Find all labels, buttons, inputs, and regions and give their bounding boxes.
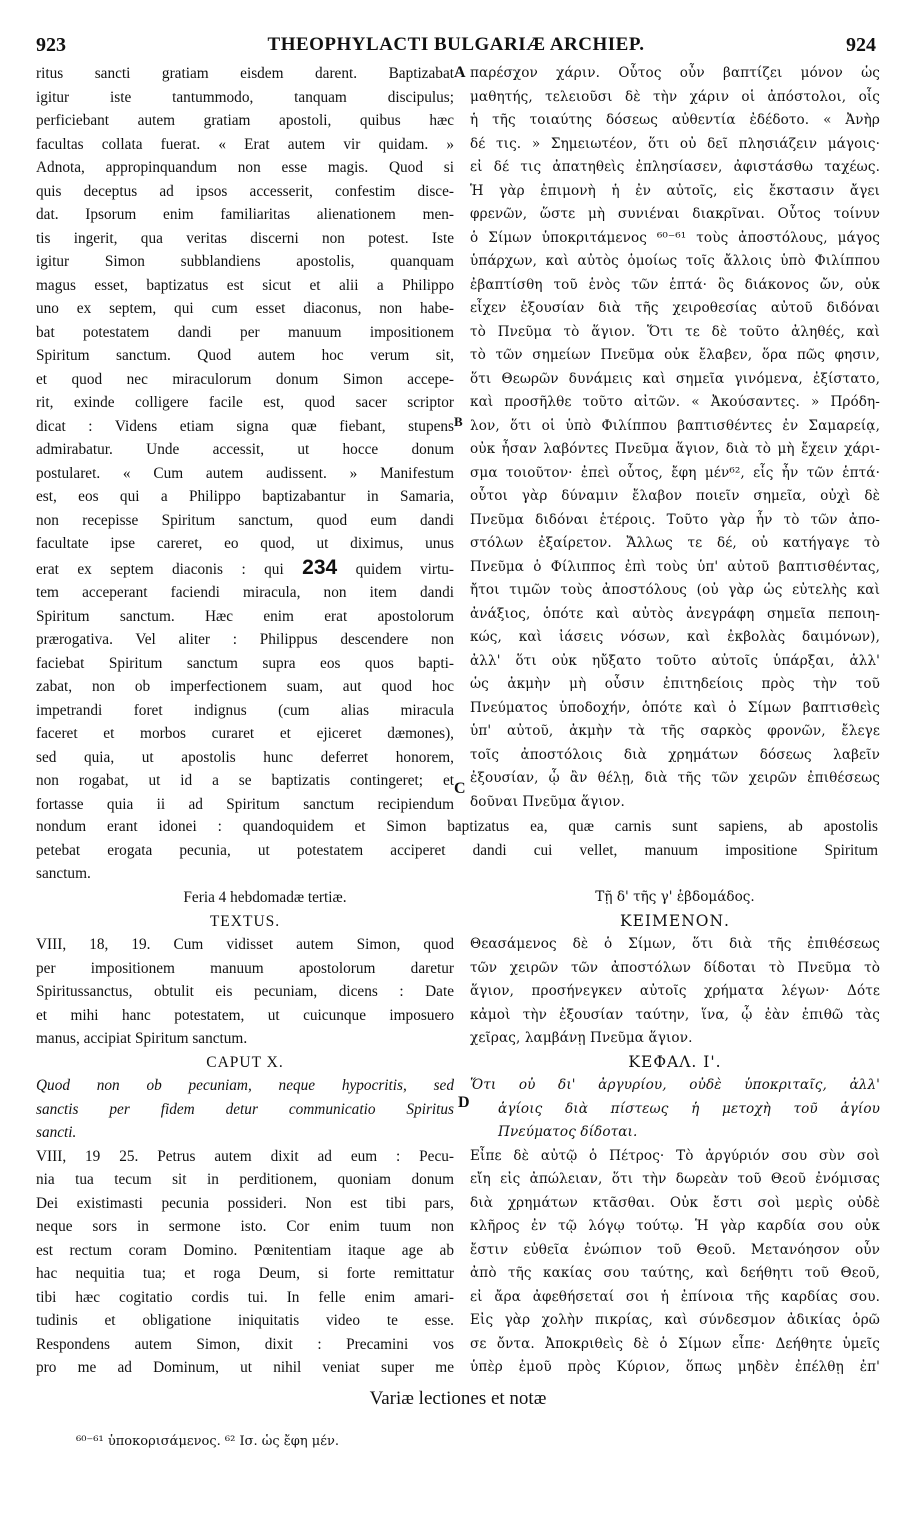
text-line: sed quia, ut apostolis hunc deferret honorem, <box>36 748 454 766</box>
text-line: Spiritum sanctum. Quod autem hoc verum sit, <box>36 347 454 364</box>
text-line: postularet. « Cum autem audissent. » Manifestum <box>36 464 454 482</box>
text-line: Dei existimasti pecunia possideri. Non est tibi pars, <box>36 1194 454 1212</box>
text-line: διὰ χρημάτων κτᾶσθαι. Οὐκ ἔστι σοὶ μερὶς οὐδὲ <box>470 1194 880 1211</box>
text-line-part: erat ex septem diaconis : qui <box>36 560 303 578</box>
text-line: εἰ δέ τις ἀπατηθεὶς ἐπλησίασεν, ἀφιστάσθω ταχέως. <box>470 159 880 175</box>
margin-marker-a: A <box>454 64 466 81</box>
text-line: ὑπ' αὐτοῦ, ἀκμὴν τὰ τῆς σαρκὸς φρονῶν, ἔλεγε <box>470 723 880 739</box>
text-line: est, eos qui a Philippo baptizabantur in Samaria, <box>36 488 454 505</box>
text-line: ὑπὲρ ἐμοῦ πρὸς Κύριον, ὅπως μηδὲν ἐπέλθῃ ἐπ' <box>470 1359 880 1375</box>
text-line: εἴη εἰς ἀπώλειαν, ὅτι τὴν δωρεὰν τοῦ Θεοῦ ἐνόμισας <box>470 1171 880 1187</box>
text-line: est rectum coram Domino. Pœnitentiam itaque age ab <box>36 1241 454 1259</box>
text-line: τὸ τῶν σημείων Πνεῦμα οὐκ ἔλαβεν, ὅρα πῶς φησιν, <box>470 347 880 363</box>
greek-column-bottom <box>470 886 880 1380</box>
caput-heading-greek: ΚΕΦΑΛ. Ι'. <box>628 1052 722 1071</box>
text-line: petebat erogata pecunia, ut potestatem acciperet dandi cui vellet, manuum impositione Spiritum <box>36 841 878 859</box>
text-line: κἀμοὶ τὴν ἐξουσίαν ταύτην, ἵνα, ᾧ ἐὰν ἐπιθῶ τὰς <box>470 1006 880 1023</box>
text-line: ἡ τῆς τοιαύτης δόσεως αὐθεντία ἐδέδοτο. « Ἀνὴρ <box>470 112 880 128</box>
greek-column-top <box>470 62 880 814</box>
text-line: σε ὄντα. Ἀποκριθεὶς δὲ ὁ Σίμων εἶπε· Δεήθητε ὑμεῖς <box>470 1335 880 1352</box>
text-line: οὐκ ἦσαν λαβόντες Πνεῦμα ἅγιον, διὰ τὸ μὴ ἔχειν χάρι- <box>470 441 880 457</box>
margin-marker-d: D <box>458 1094 470 1111</box>
text-line: nia tua tecum sit in perditionem, quoniam donum <box>36 1171 454 1188</box>
text-line: ἀπὸ τῆς κακίας σου ταύτης, καὶ δεήθητι τοῦ Θεοῦ, <box>470 1265 880 1281</box>
text-line: ἀνάξιος, ὁπότε καὶ αὐτὸς ἀνεγράφη σημεῖα πεποιη- <box>470 605 880 622</box>
text-line: κλῆρος ἐν τῷ λόγῳ τούτῳ. Ἡ γὰρ καρδία σου οὐκ <box>470 1218 880 1234</box>
page-number-right: 924 <box>846 34 876 56</box>
text-line: magus esset, baptizatus est sicut et alii a Philippo <box>36 276 454 294</box>
feria-greek: Τῇ δ' τῆς γ' ἑβδομάδος. <box>595 889 755 905</box>
text-line: τοῖς ἀποστόλοις διὰ χρημάτων δόσεως λαβεῖν <box>470 746 880 763</box>
text-line: impetrandi foret indignus (cum alias miracula <box>36 701 454 719</box>
text-line: uno ex septem, qui cum esset diaconus, non habe- <box>36 300 454 317</box>
text-line: ἁγίοις διὰ πίστεως ἡ μετοχὴ τοῦ ἁγίου <box>498 1100 880 1117</box>
text-line: Πνεῦμα ὁ Φίλιππος ἐπὶ τοὺς ὑπ' αὐτοῦ βαπτισθέντας, <box>470 558 880 575</box>
text-line: ὁ Σίμων ὑποκριτάμενος ⁶⁰⁻⁶¹ τοὺς ἀποστόλους, μάγος <box>470 229 880 246</box>
text-line: Εἶπε δὲ αὐτῷ ὁ Πέτρος· Τὸ ἀργύριόν σου σὺν σοὶ <box>470 1147 880 1164</box>
text-line: faceret et morbos curaret et ejiceret dæmones), <box>36 725 454 742</box>
text-line: non recepisse Spiritum sanctum, quod eum dandi <box>36 511 454 529</box>
text-line: facultate ipse careret, eo quod, ut diximus, unus <box>36 535 454 552</box>
text-line: tis ingerit, qua veritas discerni non potest. Iste <box>36 229 454 247</box>
text-line: ἔστιν εὐθεῖα ἐνώπιον τοῦ Θεοῦ. Μετανόησον οὖν <box>470 1241 880 1258</box>
text-line: Spiritum sanctum. Hæc enim erat apostolorum <box>36 607 454 625</box>
text-line: μαθητής, τελειοῦσι δὲ τὴν χάριν οἱ ἀπόστολοι, οἷς <box>470 88 880 105</box>
text-line: δέ τις. » Σημειωτέον, ὅτι οὐ δεῖ πλησιάζειν μάγοις· <box>470 135 880 152</box>
margin-marker-b: B <box>454 414 463 429</box>
text-line: sanctis per fidem detur communicatio Spiritus <box>36 1100 454 1118</box>
text-line: ἤτοι τιμῶν τοὺς ἀποστόλους (οὐ γὰρ ὡς εὐτελὴς καὶ <box>470 582 880 598</box>
text-line: στόλων ἐξαίρετον. Ἄλλως τε δέ, οὐ κατήγαγε τὸ <box>470 535 880 551</box>
text-line: hac nequitia tua; et roga Deum, si forte remittatur <box>36 1265 454 1282</box>
page-number-left: 923 <box>36 34 66 56</box>
text-line: facultas collata fuerat. « Erat autem vir quidam. » <box>36 135 454 153</box>
text-line: tem acceperant faciendi miracula, non item dandi <box>36 584 454 601</box>
text-line: zabat, non ob imperfectionem suam, aut quod hoc <box>36 678 454 695</box>
column-number: 234 <box>302 555 338 579</box>
caput-heading-latin: CAPUT X. <box>206 1053 284 1071</box>
text-line: igitur iste tantummodo, tanquam discipulus; <box>36 88 454 106</box>
text-line: neque sors in sermone isto. Cor enim tuum non <box>36 1218 454 1235</box>
text-line: Πνεύματος ὑποδοχήν, ὁπότε καὶ ὁ Σίμων βαπτισθεὶς <box>470 699 880 716</box>
text-line: rit, exinde colligere facile est, quod sacer scriptor <box>36 394 454 411</box>
footnote: ⁶⁰⁻⁶¹ ὑποκορισάμενος. ⁶² Ισ. ὡς ἔφη μέν. <box>76 1434 339 1449</box>
latin-column-bottom <box>36 886 454 1380</box>
text-line: Ὅτι οὐ δι' ἀργυρίου, οὐδὲ ὑποκριταῖς, ἀλλ' <box>470 1077 880 1093</box>
text-line: Πνεῦμα διδόναι ἑτέροις. Τοῦτο γὰρ ἦν τὸ τῶν ἀπο- <box>470 511 880 528</box>
text-line: tudinis et obligatione iniquitatis video te esse. <box>36 1312 454 1329</box>
text-line: tibi hæc cogitatio cordis tui. In felle enim amari- <box>36 1288 454 1306</box>
text-line: κώς, καὶ ἰάσεις νόσων, καὶ ἐκβολὰς δαιμόνων), <box>470 629 880 645</box>
text-line <box>36 556 454 582</box>
text-line: VIII, 18, 19. Cum vidisset autem Simon, quod <box>36 936 454 953</box>
text-line: VIII, 19 25. Petrus autem dixit ad eum : Pecu- <box>36 1147 454 1165</box>
text-line: Quod non ob pecuniam, neque hypocritis, sed <box>36 1077 454 1094</box>
page-header <box>36 26 876 56</box>
text-line: Πνεύματος δίδοται. <box>498 1124 638 1140</box>
text-line: pro me ad Dominum, ut nihil veniat super me <box>36 1359 454 1376</box>
text-line: perficiebant autem gratiam apostoli, quibus hæc <box>36 112 454 129</box>
text-line: dicat : Videns etiam signa quæ fiebant, stupens <box>36 417 454 435</box>
text-line-part: quidem virtu- <box>337 560 454 578</box>
text-line: Εἰς γὰρ χολὴν πικρίας, καὶ σύνδεσμον ἀδικίας ὁρῶ <box>470 1312 880 1328</box>
text-line: Spiritussanctus, obtulit eis pecuniam, dicens : Date <box>36 983 454 1000</box>
text-line: εἶχεν ἐξουσίαν διὰ τῆς χειροθεσίας αὐτοῦ διδόναι <box>470 300 880 316</box>
notes-title: Variæ lectiones et notæ <box>369 1388 547 1409</box>
text-line: ἅγιον, προσήνεγκεν αὐτοῖς χρήματα λέγων· Δότε <box>470 983 880 999</box>
text-line: bat potestatem dandi per manuum impositionem <box>36 323 454 341</box>
text-line: ὑπάρχων, καὶ αὐτὸς ὁμοίως τοῖς ἄλλοις ὑπὸ Φιλίππου <box>470 253 880 269</box>
text-line: non rogabat, ut id a se baptizatis contingeret; et <box>36 772 454 789</box>
text-line: quis deceptus ad ipsos accesserit, confestim disce- <box>36 182 454 200</box>
text-line: igitur Simon subblandiens apostolis, quanquam <box>36 253 454 270</box>
text-line: καὶ προσῆλθε τοῦτο αἰτῶν. « Ἀκούσαντες. » Πρόδη- <box>470 394 880 410</box>
text-line: et mihi hanc potestatem, ut cuicunque imposuero <box>36 1006 454 1024</box>
text-line: ὡς ἀκμὴν μὴ οὖσιν ἐπιτηδείοις πρὸς τὴν τοῦ <box>470 676 880 692</box>
text-line: sanctum. <box>36 865 91 882</box>
text-line: λον, ὅτι οἱ ὑπὸ Φιλίππου βαπτισθέντες ἐν Σαμαρείᾳ, <box>470 417 880 434</box>
text-line: δοῦναι Πνεῦμα ἅγιον. <box>470 793 625 810</box>
margin-marker-c: C <box>454 780 466 797</box>
text-line: admirabatur. Unde accessit, ut hocce donum <box>36 441 454 458</box>
latin-column-top <box>36 62 454 816</box>
text-line: εἰ ἄρα ἀφεθήσεταί σοι ἡ ἐπίνοια τῆς καρδίας σου. <box>470 1288 880 1305</box>
text-line: ἐξουσίαν, ᾧ ἂν θέλῃ, διὰ τῆς τῶν χειρῶν ἐπιθέσεως <box>470 770 880 786</box>
text-line: manus, accipiat Spiritum sanctum. <box>36 1030 248 1047</box>
feria-latin: Feria 4 hebdomadæ tertiæ. <box>183 889 347 906</box>
text-line: σμα τοιοῦτον· ἐπεὶ οὗτος, ἔφη μέν⁶², εἷς ἦν τῶν ἑπτά· <box>470 464 880 481</box>
text-line: sancti. <box>36 1124 77 1141</box>
text-line: τῶν χειρῶν τῶν ἀποστόλων δίδοται τὸ Πνεῦμα τὸ <box>470 959 880 976</box>
text-line: τὸ Πνεῦμα τὸ ἅγιον. Ὅτι τε δὲ τοῦτο ἀληθές, καὶ <box>470 323 880 340</box>
text-line: οὗτοι γὰρ δύναμιν ἔλαβον ποιεῖν σημεῖα, οὐχὶ δὲ <box>470 488 880 504</box>
text-line: ritus sancti gratiam eisdem darent. Baptizabat <box>36 65 454 82</box>
text-line: Ἡ γὰρ ἐπιμονὴ ἡ ἐν αὐτοῖς, εἰς ἔκστασιν ἄγει <box>470 182 880 199</box>
text-line: Respondens autem Simon, dixit : Precamini vos <box>36 1335 454 1353</box>
text-line: dat. Ipsorum enim familiaritas alienationem men- <box>36 206 454 223</box>
text-line: per impositionem manuum apostolorum daretur <box>36 959 454 977</box>
text-line: Θεασάμενος δὲ ὁ Σίμων, ὅτι διὰ τῆς ἐπιθέσεως <box>470 936 880 952</box>
text-line: χεῖρας, λαμβάνῃ Πνεῦμα ἅγιον. <box>470 1030 693 1046</box>
text-line: prærogativa. Vel aliter : Philippus descendere non <box>36 631 454 648</box>
text-line: Adnota, appropinquandum non esse magis. Quod si <box>36 159 454 176</box>
running-title: THEOPHYLACTI BULGARIÆ ARCHIEP. <box>267 34 645 55</box>
text-line: et quod nec miraculorum donum Simon accepe- <box>36 370 454 388</box>
text-line: ὅτι Θεωρῶν δυνάμεις καὶ σημεῖα γινόμενα, ἐξίστατο, <box>470 370 880 387</box>
text-line: ἀλλ' ὅτι οὐκ ηὔξατο τοῦτο αὐτοῖς ὑπάρξαι, ἀλλ' <box>470 652 880 669</box>
text-line: fortasse quia ii ad Spiritum sanctum recipiendum <box>36 795 454 813</box>
text-line: ἐβαπτίσθη τοῦ ἑνὸς τῶν ἑπτά· ὃς διάκονος ὤν, οὐκ <box>470 276 880 293</box>
text-line: φρενῶν, ὥστε μὴ συνιέναι διακρῖναι. Οὗτος τοίνυν <box>470 206 880 222</box>
text-line: nondum erant idonei : quandoquidem et Simon baptizatus ea, quæ carnis sunt sapiens, ab apostolis <box>36 818 878 835</box>
text-line: faciebat Spiritum sanctum supra eos quos bapti- <box>36 654 454 672</box>
full-width-text <box>36 815 878 886</box>
textus-heading-greek: ΚΕΙΜΕΝΟΝ. <box>620 911 730 930</box>
text-line: παρέσχον χάριν. Οὗτος οὖν βαπτίζει μόνον ὡς <box>470 65 880 81</box>
textus-heading-latin: TEXTUS. <box>209 912 281 930</box>
